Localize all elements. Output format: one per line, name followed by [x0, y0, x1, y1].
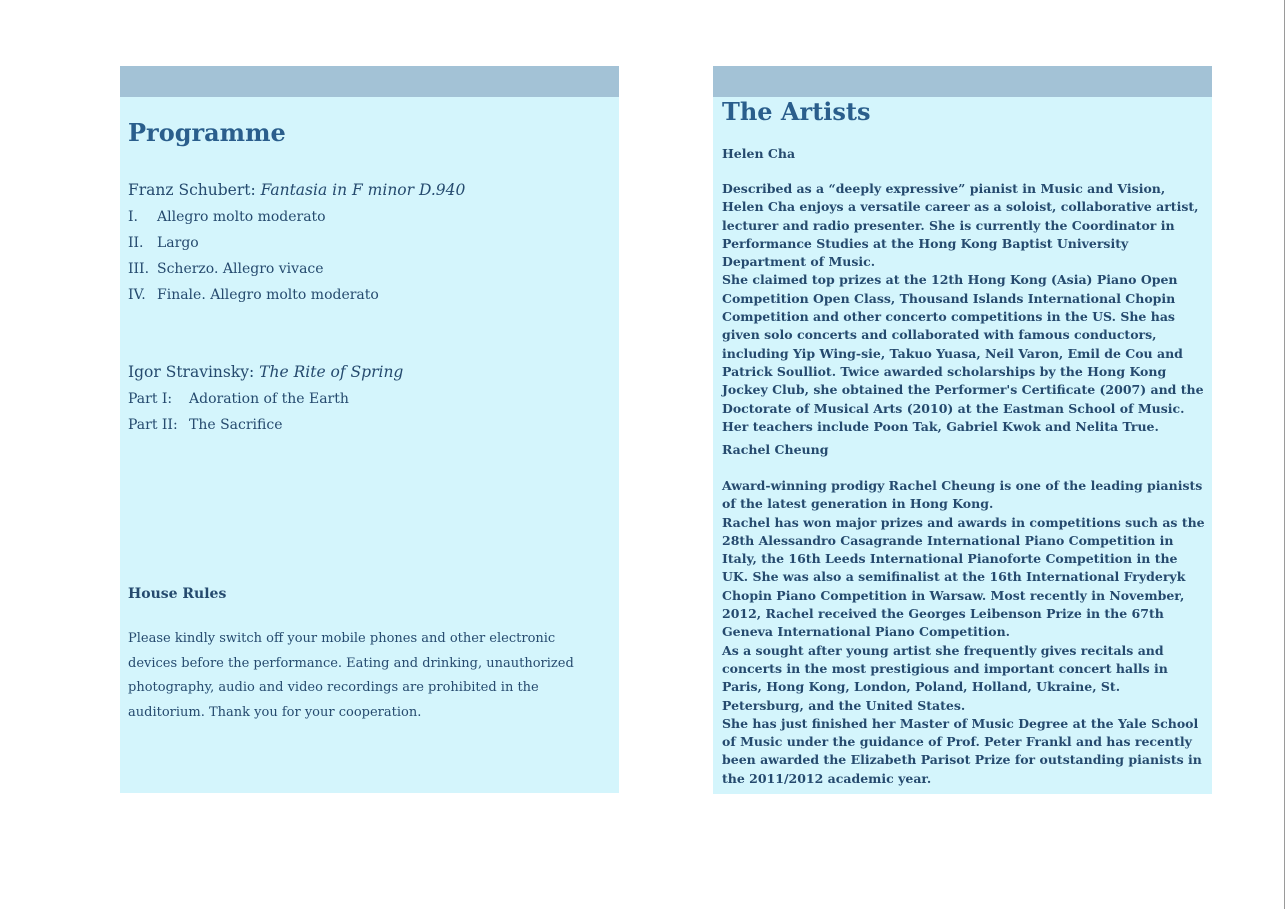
- house-rules-text: Please kindly switch off your mobile phones and other electronic devices before the performance. Eating and drinking, unauthorized photography, audio and video recordings are prohibited in the auditorium. Thank you for your cooperation.: [128, 631, 574, 720]
- movement-item: [128, 287, 528, 307]
- page-edge-divider: [1284, 0, 1285, 909]
- bio-paragraph: She has just finished her Master of Music Degree at the Yale School of Music under the guidance of Prof. Peter Frankl and has recently been awarded the Elizabeth Parisot Prize for outstanding pianists in the 2011/2012 academic year.: [722, 715, 1202, 786]
- work-heading-schubert: [128, 181, 465, 199]
- programme-title: Programme: [128, 118, 286, 147]
- movement-name: Adoration of the Earth: [189, 391, 349, 407]
- movement-number: Part II:: [128, 417, 178, 433]
- artist-name-helen-cha: Helen Cha: [722, 146, 796, 161]
- work-composer: Igor Stravinsky:: [128, 363, 260, 381]
- movement-number: II.: [128, 235, 144, 251]
- movement-item: [128, 209, 528, 229]
- programme-header-bar: [120, 66, 619, 97]
- bio-paragraph: Described as a “deeply expressive” pianist in Music and Vision, Helen Cha enjoys a versatile career as a soloist, collaborative artist, lecturer and radio presenter. She is currently the Coordinator in Performance Studies at the Hong Kong Baptist University Department of Music.: [722, 181, 1199, 270]
- movement-name: Finale. Allegro molto moderato: [157, 287, 379, 303]
- movement-number: IV.: [128, 287, 146, 303]
- work-title: Fantasia in F minor D.940: [260, 181, 466, 199]
- movement-name: Scherzo. Allegro vivace: [157, 261, 324, 277]
- artist-bio-helen-cha: [722, 180, 1206, 436]
- movement-item: [128, 391, 528, 411]
- movement-number: III.: [128, 261, 150, 277]
- bio-paragraph: Rachel has won major prizes and awards in competitions such as the 28th Alessandro Casagrande International Piano Competition in Italy, the 16th Leeds International Pianoforte Competition in the UK. She was also a semifinalist at the 16th International Fryderyk Chopin Piano Competition in Warsaw. Most recently in November, 2012, Rachel received the Georges Leibenson Prize in the 67th Geneva International Piano Competition.: [722, 514, 1205, 640]
- artist-name-rachel-cheung: Rachel Cheung: [722, 442, 829, 457]
- artists-panel: [713, 66, 1212, 794]
- artists-title: The Artists: [722, 97, 871, 126]
- bio-paragraph: Award-winning prodigy Rachel Cheung is one of the leading pianists of the latest generation in Hong Kong.: [722, 478, 1203, 512]
- movement-item: [128, 417, 528, 437]
- programme-panel: [120, 66, 619, 793]
- bio-paragraph: As a sought after young artist she frequently gives recitals and concerts in the most prestigious and important concert halls in Paris, Hong Kong, London, Poland, Holland, Ukraine, St. Petersburg, and the United States.: [722, 642, 1168, 713]
- movement-number: I.: [128, 209, 138, 225]
- movement-name: Allegro molto moderato: [157, 209, 326, 225]
- movement-number: Part I:: [128, 391, 173, 407]
- house-rules-heading: House Rules: [128, 586, 227, 602]
- work-title: The Rite of Spring: [259, 363, 404, 381]
- artists-header-bar: [713, 66, 1212, 97]
- movement-item: [128, 235, 528, 255]
- work-heading-stravinsky: [128, 363, 403, 381]
- artist-bio-rachel-cheung: [722, 477, 1206, 788]
- bio-paragraph: She claimed top prizes at the 12th Hong Kong (Asia) Piano Open Competition Open Class, Thousand Islands International Chopin Competition and other concerto competitions in the US. She has given solo concerts and collaborated with famous conductors, including Yip Wing-sie, Takuo Yuasa, Neil Varon, Emil de Cou and Patrick Soulliot. Twice awarded scholarships by the Hong Kong Jockey Club, she obtained the Performer's Certificate (2007) and the Doctorate of Musical Arts (2010) at the Eastman School of Music. Her teachers include Poon Tak, Gabriel Kwok and Nelita True.: [722, 272, 1204, 434]
- movement-name: The Sacrifice: [189, 417, 283, 433]
- work-composer: Franz Schubert:: [128, 181, 261, 199]
- movement-item: [128, 261, 528, 281]
- movement-name: Largo: [157, 235, 199, 251]
